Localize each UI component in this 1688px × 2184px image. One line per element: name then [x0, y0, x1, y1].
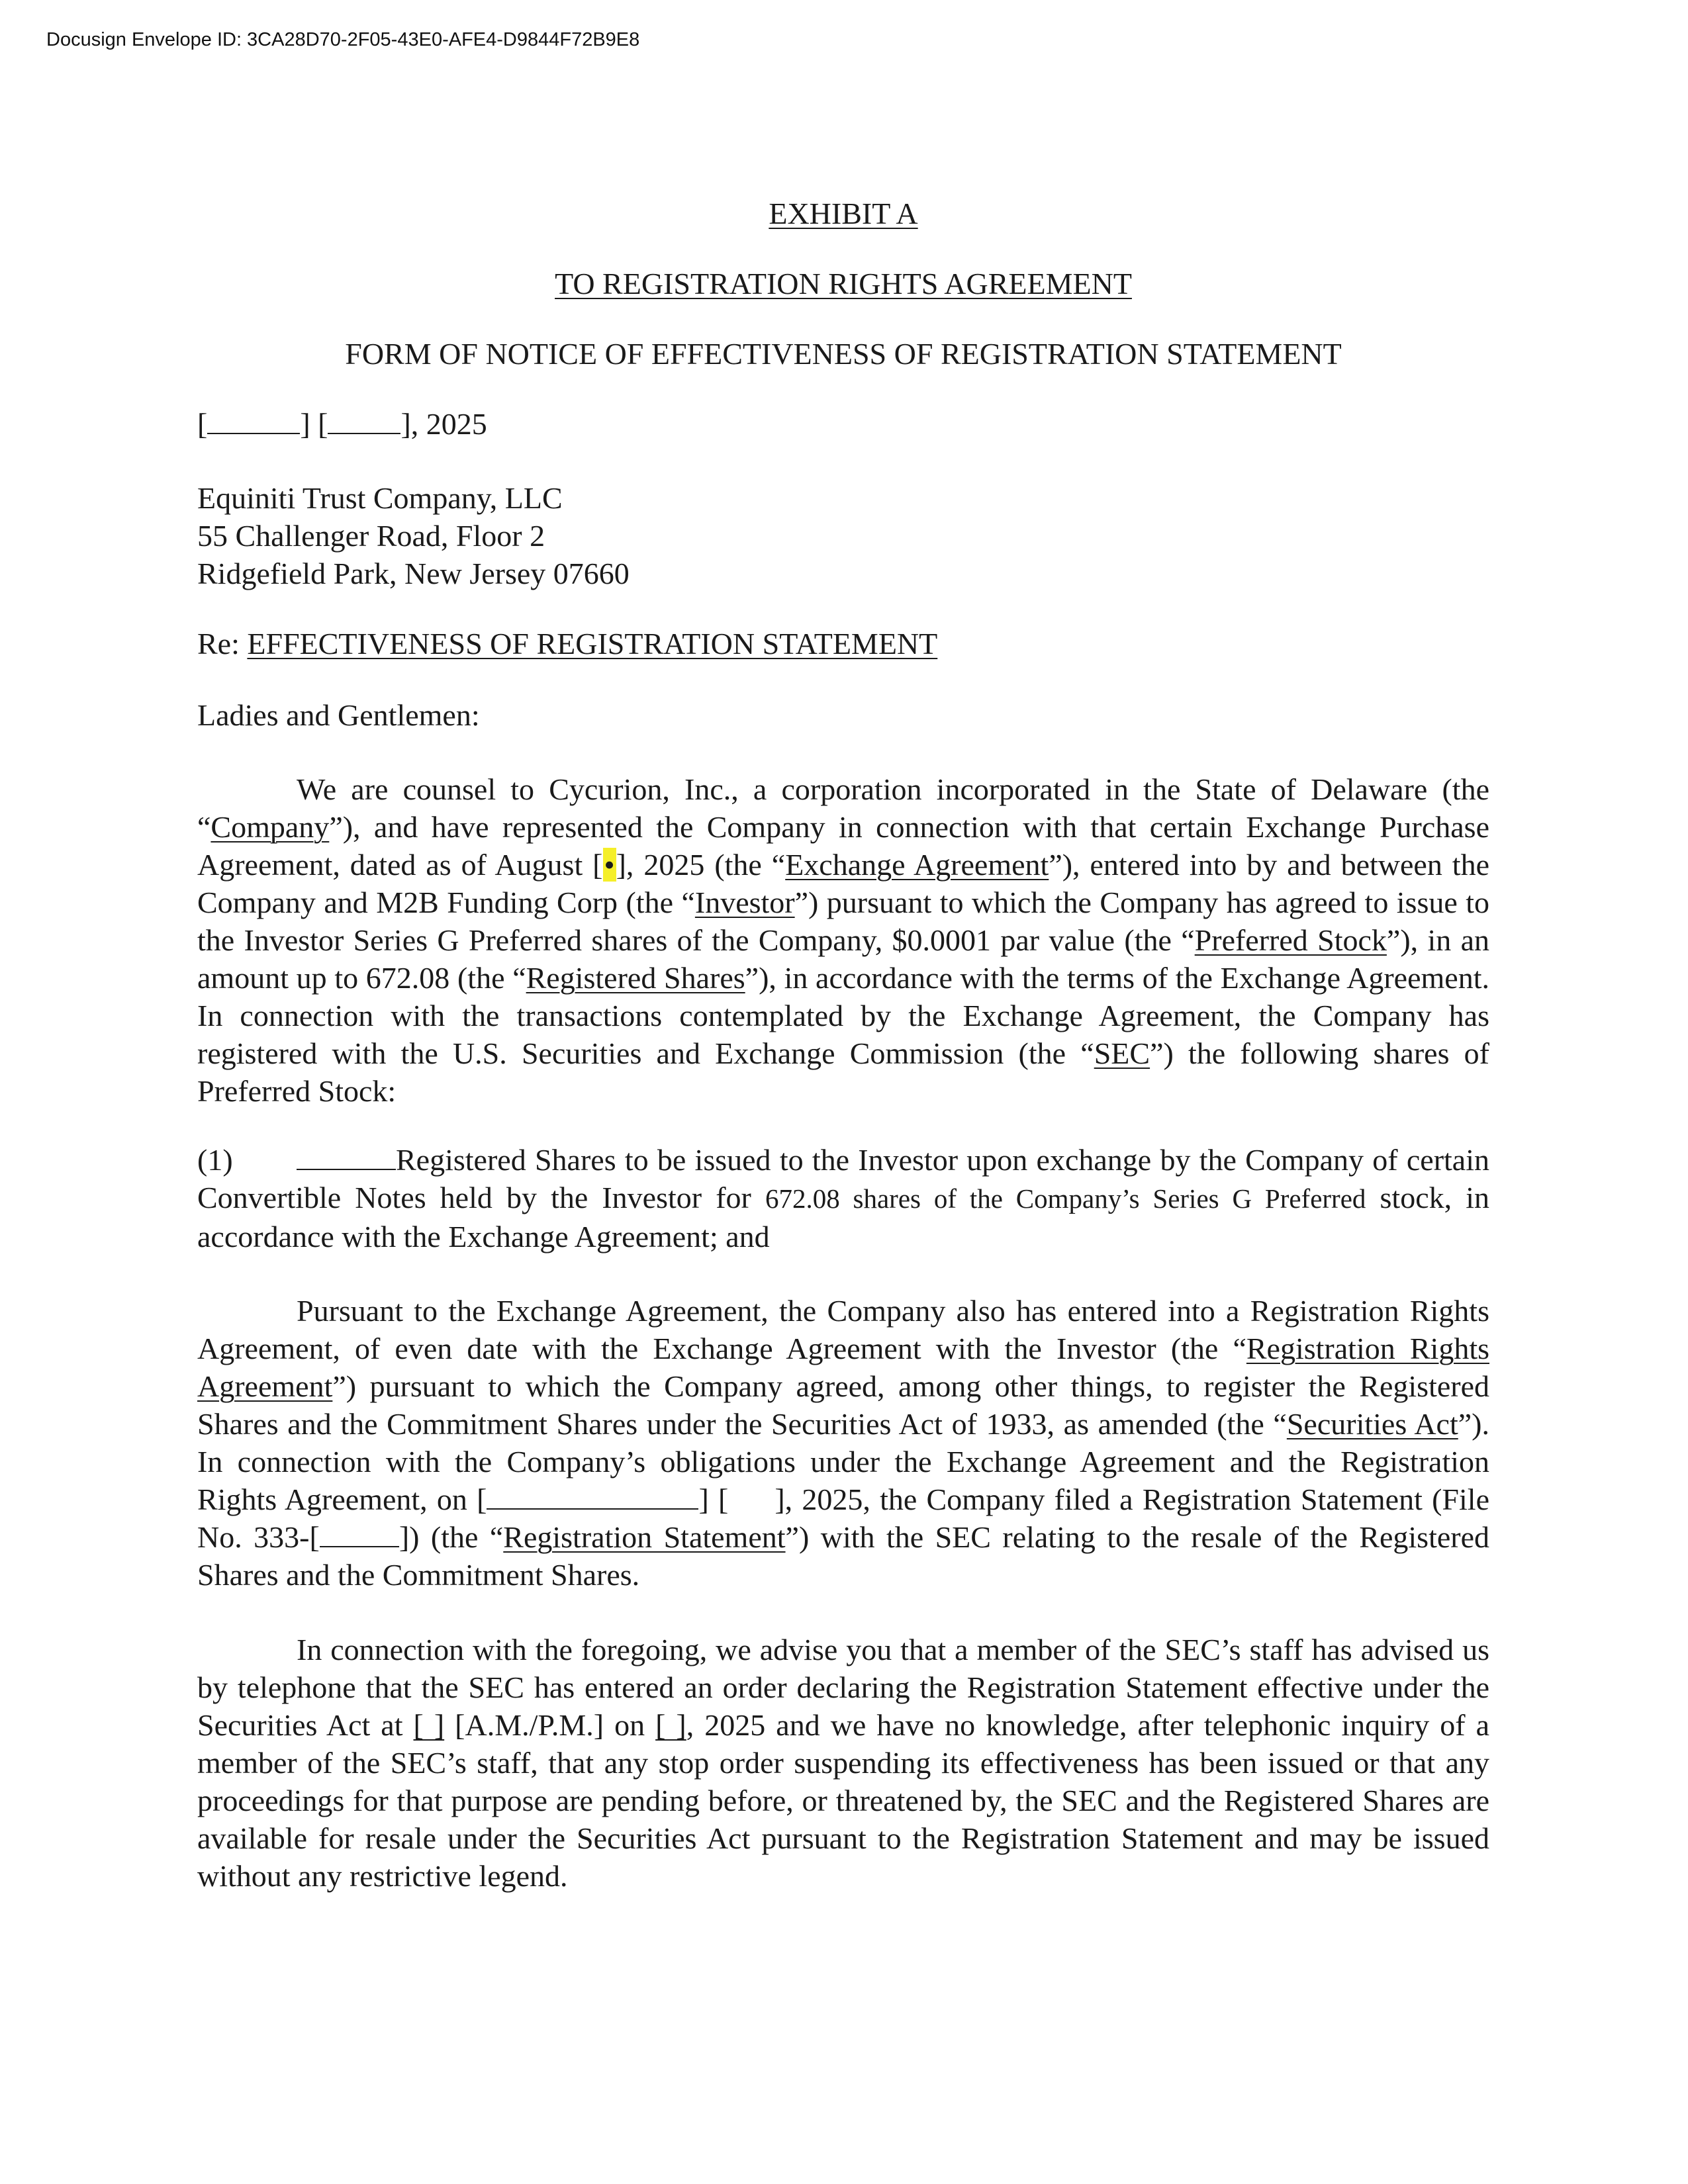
exhibit-title: EXHIBIT A	[769, 197, 918, 230]
addressee-line2: 55 Challenger Road, Floor 2	[197, 519, 545, 553]
exhibit-heading	[197, 196, 1489, 231]
paragraph-counsel: We are counsel to Cycurion, Inc., a corporation incorporated in the State of Delaware (the “Company”), and have represented the Company in connection with that certain Exchange Purchase Agreement, dated as of August [•], 2025 (the “Exchange Agreement”), entered into by and between the Company and M2B Funding Corp (the “Investor”) pursuant to which the Company has agreed to issue to the Investor Series G Preferred shares of the Company, $0.0001 par value (the “Preferred Stock”), in an amount up to 672.08 (the “Registered Shares”), in accordance with the terms of the Exchange Agreement. In connection with the transactions contemplated by the Exchange Agreement, the Company has registered with the U.S. Securities and Exchange Commission (the “SEC”) the following shares of Preferred Stock:	[197, 772, 1490, 1108]
defined-term-company: Company	[211, 810, 330, 844]
form-title: FORM OF NOTICE OF EFFECTIVENESS OF REGISTRATION STATEMENT	[345, 337, 1342, 371]
date-blank-day	[328, 406, 400, 434]
defined-term-registration-statement: Registration Statement	[503, 1520, 786, 1554]
item-1: (1) Registered Shares to be issued to the Investor upon exchange by the Company of certain Convertible Notes held by the Investor for 672.08 shares of the Company’s Series G Preferred stock, in accordance with the Exchange Agreement; and	[197, 1141, 1489, 1255]
addressee-line3: Ridgefield Park, New Jersey 07660	[197, 557, 630, 590]
filing-date-blank	[487, 1482, 698, 1510]
re-subject: EFFECTIVENESS OF REGISTRATION STATEMENT	[247, 627, 938, 660]
addressee-line1: Equiniti Trust Company, LLC	[197, 481, 563, 515]
paragraph-registration-rights: Pursuant to the Exchange Agreement, the Company also has entered into a Registration Rights Agreement, of even date with the Exchange Agreement with the Investor (the “Registration Rights Agreement”) pursuant to which the Company agreed, among other things, to register the Registered Shares and the Commitment Shares under the Securities Act of 1933, as amended (the “Securities Act”). In connection with the Company’s obligations under the Exchange Agreement and the Registration Rights Agreement, on [ ] [ ], 2025, the Company filed a Registration Statement (File No. 333-[ ]) (the “Registration Statement”) with the SEC relating to the resale of the Registered Shares and the Commitment Shares.	[197, 1294, 1490, 1592]
share-count-blank	[297, 1142, 396, 1170]
re-line: Re: EFFECTIVENESS OF REGISTRATION STATEMENT	[197, 627, 938, 660]
time-blank: [ ]	[413, 1708, 445, 1742]
date-line: [ ] [ ], 2025	[197, 407, 487, 441]
docusign-envelope-id: Docusign Envelope ID: 3CA28D70-2F05-43E0-AFE4-D9844F72B9E8	[46, 29, 640, 50]
date-blank-month	[207, 406, 300, 434]
paragraph-effectiveness: In connection with the foregoing, we advise you that a member of the SEC’s staff has advised us by telephone that the SEC has entered an order declaring the Registration Statement effective under the Securities Act at [ ] [A.M./P.M.] on [ ], 2025 and we have no knowledge, after telephonic inquiry of a member of the SEC’s staff, that any stop order suspending its effectiveness has been issued or that any proceedings for that purpose are pending before, or threatened by, the SEC and the Registered Shares are available for resale under the Securities Act pursuant to the Registration Statement and may be issued without any restrictive legend.	[197, 1633, 1490, 1893]
defined-term-investor: Investor	[694, 886, 795, 919]
salutation: Ladies and Gentlemen:	[197, 698, 480, 732]
exhibit-subtitle	[197, 266, 1489, 301]
highlighted-bullet: •	[604, 848, 615, 882]
defined-term-preferred-stock: Preferred Stock	[1194, 923, 1387, 957]
file-number-blank	[320, 1520, 399, 1547]
addressee-block	[197, 479, 1489, 592]
defined-term-exchange-agreement: Exchange Agreement	[785, 848, 1049, 882]
defined-term-registered-shares: Registered Shares	[526, 961, 745, 995]
defined-term-sec: SEC	[1094, 1036, 1150, 1070]
defined-term-registration-rights-agreement: Registration Rights Agreement	[197, 1332, 1489, 1403]
effective-date-blank: [ ]	[655, 1708, 686, 1742]
defined-term-securities-act: Securities Act	[1286, 1407, 1458, 1441]
item-number: (1)	[197, 1143, 233, 1177]
subtitle-text: TO REGISTRATION RIGHTS AGREEMENT	[555, 267, 1132, 300]
